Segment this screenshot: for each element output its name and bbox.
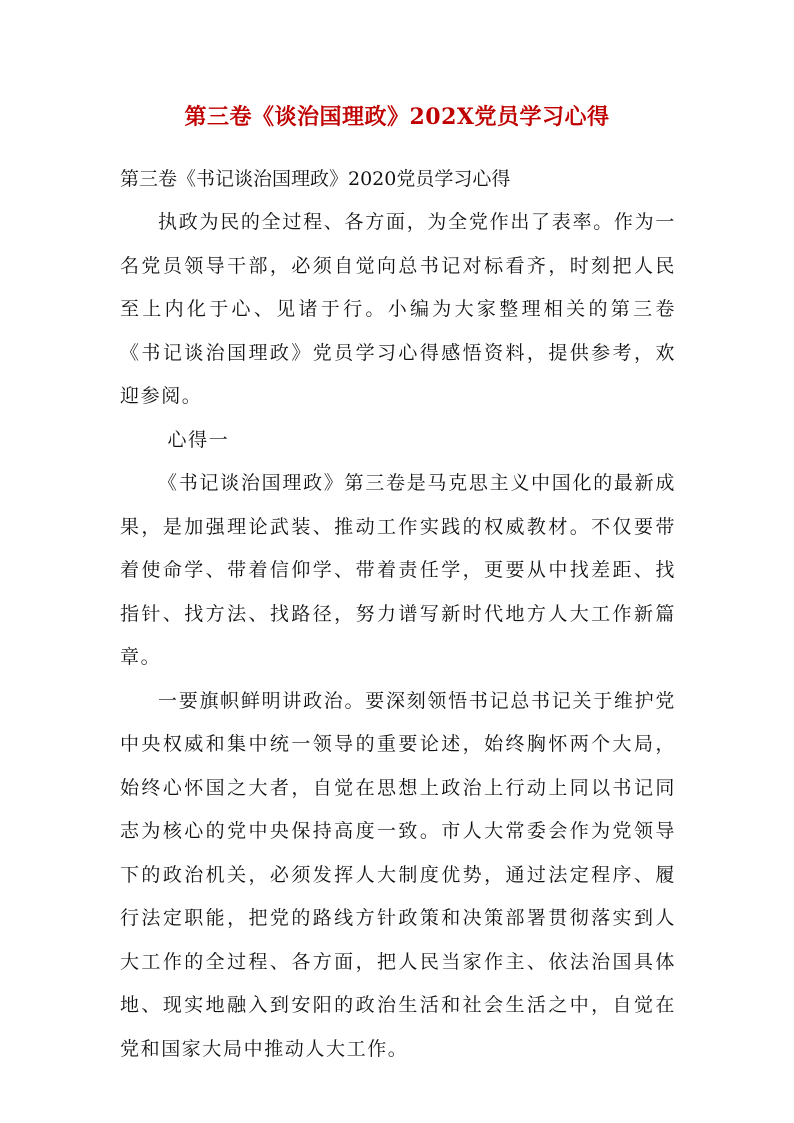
document-subtitle: 第三卷《书记谈治国理政》2020党员学习心得	[120, 168, 511, 190]
section-heading: 心得一	[167, 428, 230, 451]
document-body	[120, 201, 676, 1071]
intro-paragraph: 执政为民的全过程、各方面，为全党作出了表率。作为一名党员领导干部，必须自觉向总书记对标看齐，时刻把人民至上内化于心、见诸于行。小编为大家整理相关的第三卷《书记谈治国理政》党员学习心得感悟资料，提供参考，欢迎参阅。	[120, 211, 676, 407]
document-title: 第三卷《谈治国理政》202X党员学习心得	[184, 104, 610, 130]
body-paragraph-2: 一要旗帜鲜明讲政治。要深刻领悟书记总书记关于维护党中央权威和集中统一领导的重要论述，始终胸怀两个大局，始终心怀国之大者，自觉在思想上政治上行动上同以书记同志为核心的党中央保持高度一致。市人大常委会作为党领导下的政治机关，必须发挥人大制度优势，通过法定程序、履行法定职能，把党的路线方针政策和决策部署贯彻落实到人大工作的全过程、各方面，把人民当家作主、依法治国具体地、现实地融入到安阳的政治生活和社会生活之中，自觉在党和国家大局中推动人大工作。	[120, 689, 676, 1060]
body-paragraph-1: 《书记谈治国理政》第三卷是马克思主义中国化的最新成果，是加强理论武装、推动工作实践的权威教材。不仅要带着使命学、带着信仰学、带着责任学，更要从中找差距、找指针、找方法、找路径，努力谱写新时代地方人大工作新篇章。	[120, 472, 676, 668]
